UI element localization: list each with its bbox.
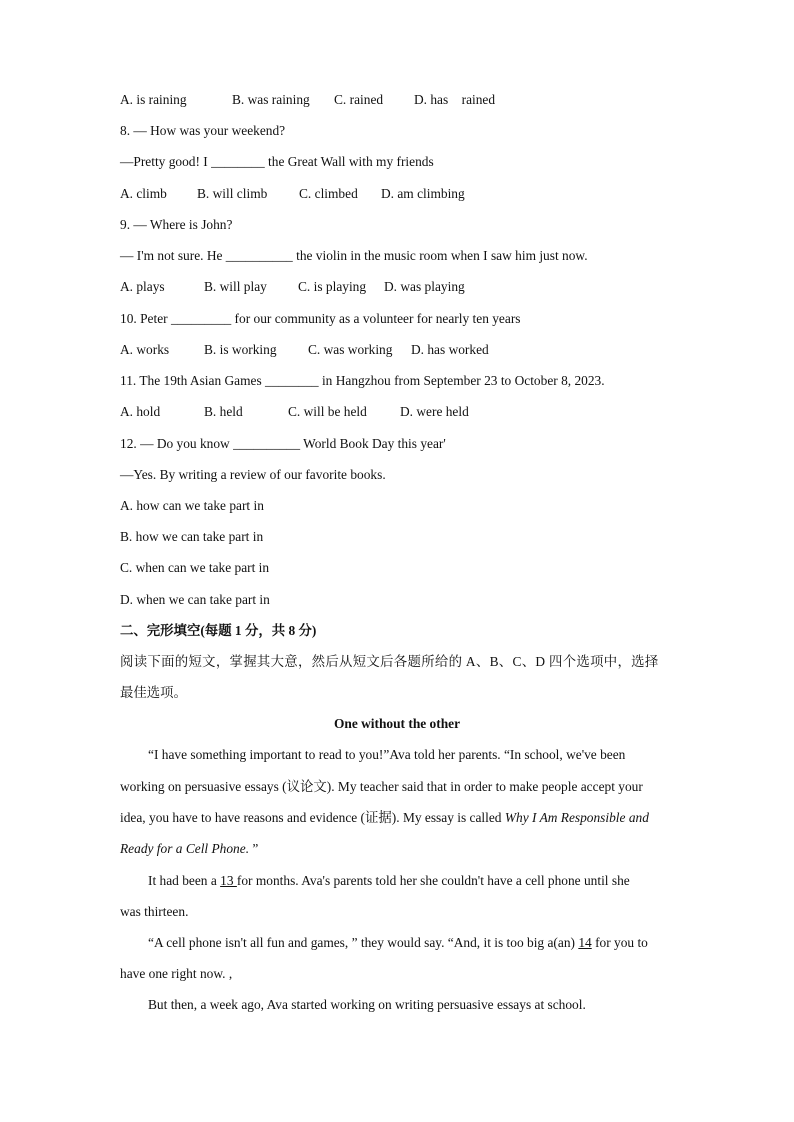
blank-14: 14 — [578, 935, 592, 950]
q8-reply: —Pretty good! I ________ the Great Wall with my friends — [120, 154, 434, 169]
passage-p2-line2: was thirteen. — [120, 904, 189, 919]
q12-stem: 12. — Do you know __________ World Book Day this year' — [120, 436, 446, 451]
passage-p1-line3-text: idea, you have to have reasons and evidence (证据). My essay is called — [120, 810, 505, 825]
section-instruction-line2: 最佳选项。 — [120, 685, 187, 700]
q11-option-b: B. held — [204, 404, 243, 419]
q10-option-a: A. works — [120, 342, 170, 357]
passage-p3-line1 — [148, 935, 648, 951]
q12-reply: —Yes. By writing a review of our favorite books. — [120, 467, 386, 482]
passage-p1-line4 — [120, 841, 258, 857]
q8-option-c: C. climbed — [299, 186, 358, 201]
passage-p1-line4-quote: ” — [249, 841, 259, 856]
passage-p1-line1: “I have something important to read to you!”Ava told her parents. “In school, we've been — [148, 747, 626, 762]
q11-option-c: C. will be held — [288, 404, 367, 419]
q8-option-d: D. am climbing — [381, 186, 465, 201]
section-heading: 二、完形填空(每题 1 分，共 8 分) — [120, 623, 317, 638]
q7-option-a: A. is raining — [120, 92, 187, 107]
q10-option-b: B. is working — [204, 342, 277, 357]
q11-option-a: A. hold — [120, 404, 161, 419]
q12-option-c: C. when can we take part in — [120, 560, 270, 575]
q7-option-d: D. has rained — [414, 92, 496, 107]
q7-option-c: C. rained — [334, 92, 384, 107]
passage-p3-text-a: “A cell phone isn't all fun and games, ” they would say. “And, it is too big a(an) — [148, 935, 579, 950]
q10-option-d: D. has worked — [411, 342, 489, 357]
passage-title: One without the other — [333, 716, 461, 731]
q9-option-b: B. will play — [204, 279, 267, 294]
passage-p3-line2: have one right now. , — [120, 966, 233, 981]
q9-option-a: A. plays — [120, 279, 165, 294]
essay-title-part2: Ready for a Cell Phone. — [120, 841, 250, 856]
q8-option-a: A. climb — [120, 186, 167, 201]
q9-stem: 9. — Where is John? — [120, 217, 233, 232]
passage-p2-text-b: for months. Ava's parents told her she couldn't have a cell phone until she — [236, 873, 630, 888]
q11-option-d: D. were held — [400, 404, 469, 419]
passage-p1-line3 — [120, 810, 649, 826]
q8-option-b: B. will climb — [197, 186, 268, 201]
passage-p2-line1 — [148, 873, 630, 889]
q12-option-b: B. how we can take part in — [120, 529, 264, 544]
passage-p4-line1: But then, a week ago, Ava started working on writing persuasive essays at school. — [148, 997, 586, 1012]
section-instruction-line1: 阅读下面的短文，掌握其大意，然后从短文后各题所给的 A、B、C、D 四个选项中，选择 — [120, 654, 659, 669]
passage-p1-line2: working on persuasive essays (议论文). My teacher said that in order to make people accept your — [120, 779, 643, 794]
q9-option-c: C. is playing — [298, 279, 367, 294]
blank-13: 13 — [220, 873, 237, 888]
q11-stem: 11. The 19th Asian Games ________ in Hangzhou from September 23 to October 8, 2023. — [120, 373, 605, 388]
q12-option-d: D. when we can take part in — [120, 592, 270, 607]
q9-option-d: D. was playing — [384, 279, 465, 294]
q8-stem: 8. — How was your weekend? — [120, 123, 286, 138]
q10-option-c: C. was working — [308, 342, 393, 357]
q10-stem: 10. Peter _________ for our community as a volunteer for nearly ten years — [120, 311, 521, 326]
essay-title-part1: Why I Am Responsible and — [504, 810, 649, 825]
q12-option-a: A. how can we take part in — [120, 498, 264, 513]
q9-reply: — I'm not sure. He __________ the violin in the music room when I saw him just now. — [120, 248, 588, 263]
passage-p3-text-b: for you to — [591, 935, 648, 950]
q7-option-b: B. was raining — [232, 92, 310, 107]
passage-p2-text-a: It had been a — [148, 873, 221, 888]
